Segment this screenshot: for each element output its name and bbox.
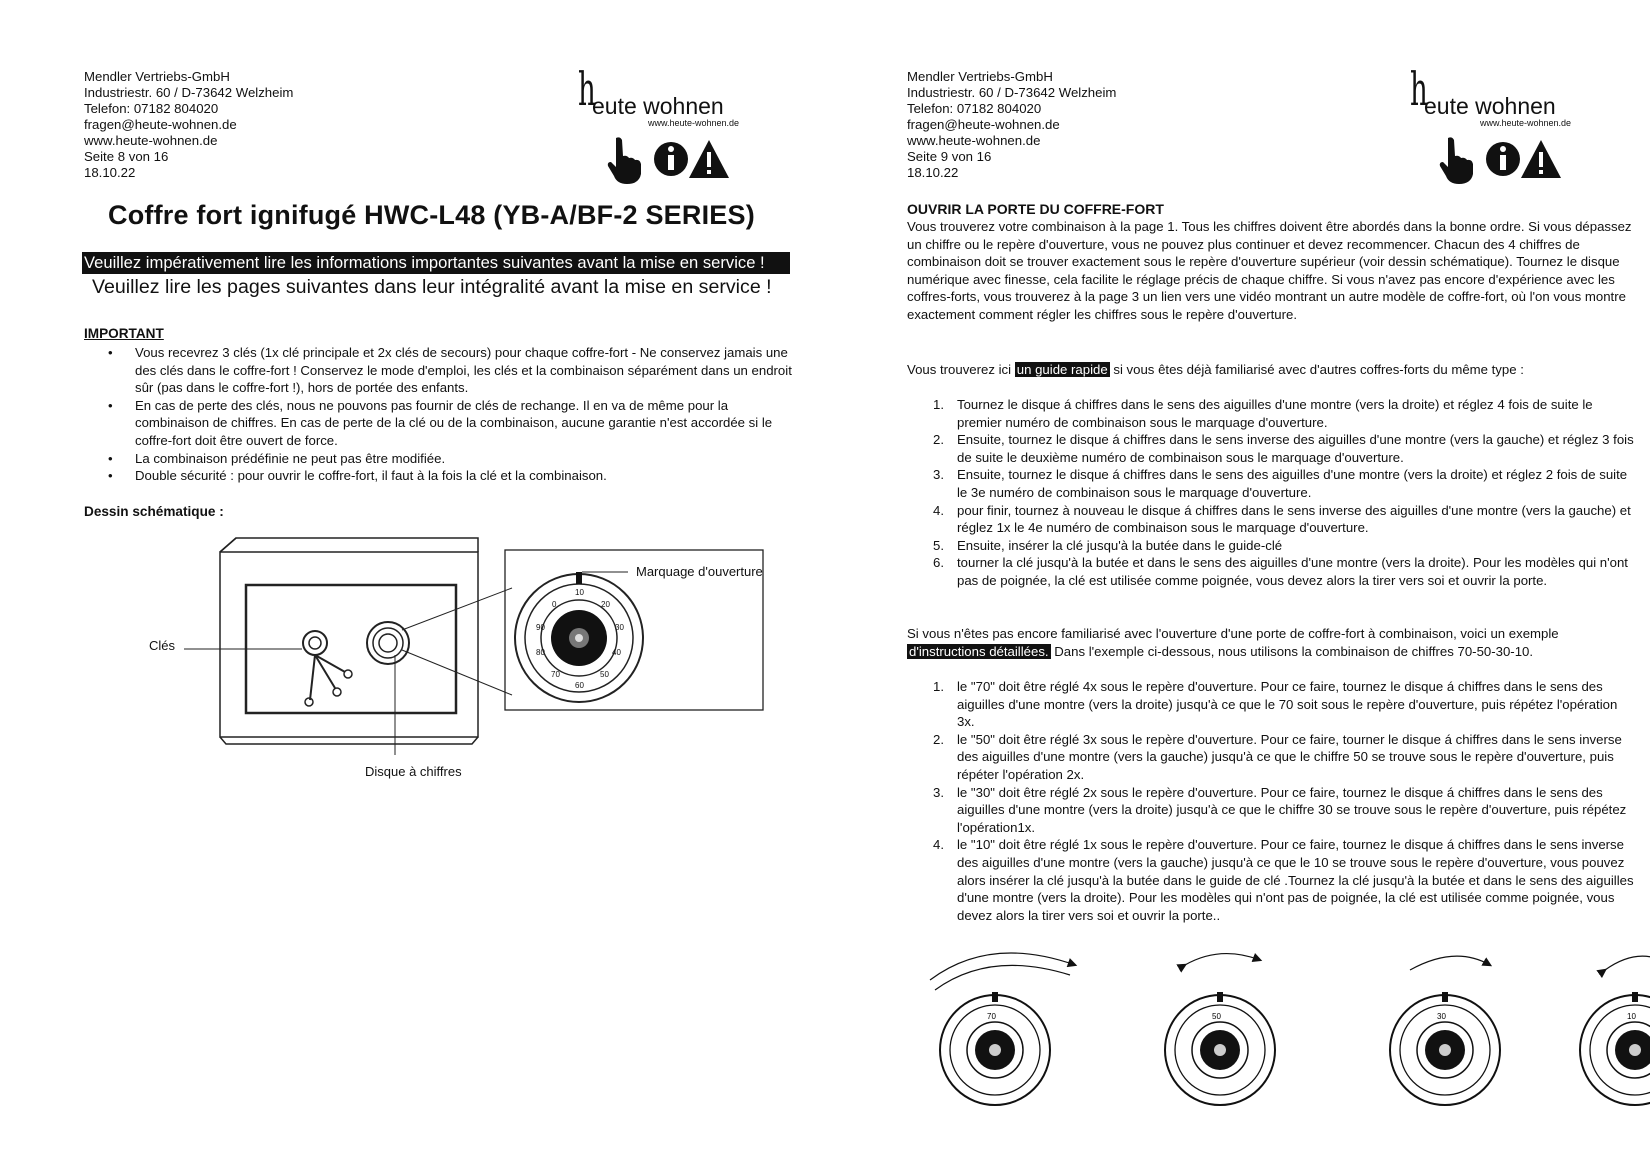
list-item: 2. le "50" doit être réglé 3x sous le repère d'ouverture. Pour ce faire, tourner le disque á chiffres dans le sens inverse des aiguilles d'une montre (vers la gauche) jusqu'à ce que le chiffre 50 se trouve sous le repère d'ouverture, puis répéter l'opération 2x. xyxy=(933,731,1622,782)
dial-number-label: 30 xyxy=(1437,1012,1446,1021)
safety-icons xyxy=(606,134,731,184)
safe-body xyxy=(220,538,478,744)
list-item: 4. pour finir, tournez à nouveau le disque á chiffres dans le sens inverse des aiguilles d'une montre (vers la gauche) et réglez 1x le 4e numéro de combinaison sous le marquage d'ouverture. xyxy=(933,502,1631,536)
dial-step-3 xyxy=(1390,956,1500,1105)
detailed-tail: Dans l'exemple ci-dessous, nous utilisons la combinaison de chiffres 70-50-30-10. xyxy=(1054,643,1534,659)
company-name: Mendler Vertriebs-GmbH xyxy=(907,69,1053,84)
hand-pointer-icon xyxy=(608,137,641,184)
svg-text:0: 0 xyxy=(552,600,557,609)
svg-text:30: 30 xyxy=(615,623,624,632)
logo-url: www.heute-wohnen.de xyxy=(648,118,740,128)
dial-step-4 xyxy=(1580,956,1650,1105)
key-lock-icon xyxy=(303,631,352,706)
dial-number-label: 50 xyxy=(1212,1012,1221,1021)
svg-text:60: 60 xyxy=(575,681,584,690)
important-list xyxy=(108,344,798,485)
logo-url: www.heute-wohnen.de xyxy=(1480,118,1572,128)
dial-step-2 xyxy=(1165,954,1275,1105)
detailed-link: d'instructions détaillées. xyxy=(909,643,1049,659)
brand-logo xyxy=(578,62,748,186)
diagram-heading: Dessin schématique : xyxy=(84,504,224,519)
document-title: Coffre fort ignifugé HWC-L48 (YB-A/BF-2 SERIES) xyxy=(108,200,755,230)
quick-guide-link: un guide rapide xyxy=(1016,362,1108,377)
brand-logo xyxy=(1410,62,1580,186)
dial-sequence xyxy=(825,940,1650,1140)
svg-text:20: 20 xyxy=(601,600,610,609)
page-number: Seite 8 von 16 xyxy=(84,149,169,164)
phone-number: Telefon: 07182 804020 xyxy=(84,101,219,116)
right-page xyxy=(825,0,1650,1156)
list-item: 1. le "70" doit être réglé 4x sous le repère d'ouverture. Pour ce faire, tournez le disque á chiffres dans le sens des aiguilles d'une montre (vers la droite) jusqu'à ce que le 70 soit sous le repère d'ouverture, puis répétez l'opération 3x. xyxy=(933,679,1618,730)
website: www.heute-wohnen.de xyxy=(84,133,218,148)
hand-pointer-icon xyxy=(1440,137,1473,184)
detailed-steps-list xyxy=(907,678,1637,924)
section-heading: OUVRIR LA PORTE DU COFFRE-FORT xyxy=(907,201,1164,217)
document-date: 18.10.22 xyxy=(84,165,136,180)
warning-icon xyxy=(1521,140,1561,178)
safe-schematic xyxy=(0,530,825,790)
info-icon xyxy=(1486,142,1520,176)
quick-guide-tail: si vous êtes déjà familiarisé avec d'autres coffres-forts du même type : xyxy=(1113,362,1524,377)
street-address: Industriestr. 60 / D-73642 Welzheim xyxy=(907,85,1117,100)
warning-icon xyxy=(689,140,729,178)
dial-on-door-icon xyxy=(367,622,409,664)
svg-text:40: 40 xyxy=(612,648,621,657)
dial-number-label: 10 xyxy=(1627,1012,1636,1021)
svg-text:90: 90 xyxy=(536,623,545,632)
list-item: 3. Ensuite, tournez le disque á chiffres dans le sens des aiguilles d'une montre (vers la droite) et réglez 2 fois de suite le 3e numéro de combinaison sous le marquage d'ouverture. xyxy=(933,467,1628,500)
email-address: fragen@heute-wohnen.de xyxy=(84,117,237,132)
important-heading: IMPORTANT xyxy=(84,326,164,341)
logo-name: eute wohnen xyxy=(1424,93,1556,119)
email-address: fragen@heute-wohnen.de xyxy=(907,117,1060,132)
svg-text:80: 80 xyxy=(536,648,545,657)
quick-guide-lead: Vous trouverez ici xyxy=(907,362,1012,377)
svg-text:10: 10 xyxy=(575,588,584,597)
logo-name: eute wohnen xyxy=(592,93,724,119)
intro-paragraph: Vous trouverez votre combinaison à la page 1. Tous les chiffres doivent être abordés dans la bonne ordre. Si vous dépassez un chiffre ou le repère d'ouverture, vous ne pouvez plus continuer et devez recommencer. Chacun des 4 chiffres de combinaison doit se trouver exactement sous le repère d'ouverture supérieur (voir dessin schématique). Tournez le disque numérique avec finesse, cela facilite le réglage précis de chaque chiffre. Si vous n'avez pas encore d'expérience avec les coffres-forts, vous trouverez à la page 3 un lien vers une vidéo montrant un autre modèle de coffre-fort, où l'on vous montre exactement comment régler les chiffres sous le repère d'ouverture. xyxy=(907,219,1632,322)
list-item: 1. Tournez le disque á chiffres dans le sens des aiguilles d'une montre (vers la droite) et réglez 4 fois de suite le premier numéro de combinaison sous le marquage d'ouverture. xyxy=(933,397,1593,430)
page-number: Seite 9 von 16 xyxy=(907,149,992,164)
list-item: • La combinaison prédéfinie ne peut pas être modifiée. xyxy=(108,450,798,468)
info-icon xyxy=(654,142,688,176)
company-name: Mendler Vertriebs-GmbH xyxy=(84,69,230,84)
website: www.heute-wohnen.de xyxy=(907,133,1041,148)
address-block xyxy=(907,69,1116,181)
warning-banner: Veuillez impérativement lire les informations importantes suivantes avant la mise en service ! xyxy=(82,252,790,274)
phone-number: Telefon: 07182 804020 xyxy=(907,101,1042,116)
address-block xyxy=(84,69,293,181)
svg-text:50: 50 xyxy=(600,670,609,679)
svg-text:70: 70 xyxy=(551,670,560,679)
list-item: • En cas de perte des clés, nous ne pouvons pas fournir de clés de rechange. Il en va de même pour la combinaison de chiffres. En cas de perte de la clé ou de la combinaison, aucune garantie n'est accordée si le coffre-fort doit être ouvert de force. xyxy=(108,397,798,450)
quick-guide-intro xyxy=(907,361,1637,379)
detailed-intro xyxy=(907,625,1637,660)
document-date: 18.10.22 xyxy=(907,165,959,180)
dial-step-1 xyxy=(930,953,1075,1105)
list-item: • Vous recevrez 3 clés (1x clé principale et 2x clés de secours) pour chaque coffre-fort - Ne conservez jamais une des clés dans le coffre-fort ! Conservez le mode d'emploi, les clés et la combinaison séparément dans un endroit sûr (pas dans le coffre-fort !), hors de portée des enfants. xyxy=(108,344,798,397)
safety-icons xyxy=(1438,134,1563,184)
list-item: 3. le "30" doit être réglé 2x sous le repère d'ouverture. Pour ce faire, tournez le disque á chiffres dans le sens des aiguilles d'une montre (vers la droite) jusqu'à ce que le chiffre 30 se trouve sous le repère d'ouverture, puis répétez l'opération1x. xyxy=(933,784,1627,835)
list-item: 4. le "10" doit être réglé 1x sous le repère d'ouverture. Pour ce faire, tournez le disque á chiffres dans le sens inverse des aiguilles d'une montre (vers la gauche) jusqu'à ce que le 10 se trouve sous le repère d'ouverture, vous pouvez alors insérer la clé jusqu'à la butée dans le guide de clé .Tournez la clé jusqu'à la butée et dans le sens des aiguilles d'une montre (vers la droite). Pour les modèles qui n'ont pas de poignée, la clé est utilisée comme poignée, vous devez alors la tirer vers soi et ouvrir la porte.. xyxy=(933,837,1634,923)
read-all-notice: Veuillez lire les pages suivantes dans leur intégralité avant la mise en service ! xyxy=(92,276,772,298)
dial-number-label: 70 xyxy=(987,1012,996,1021)
street-address: Industriestr. 60 / D-73642 Welzheim xyxy=(84,85,294,100)
quick-steps-list xyxy=(907,396,1637,590)
cles-label: Clés xyxy=(149,638,176,653)
marquage-label: Marquage d'ouverture xyxy=(636,564,763,579)
list-item: 6. tourner la clé jusqu'à la butée et dans le sens des aiguilles d'une montre (vers la droite). Pour les modèles qui n'ont pas de poignée, la clé est utilisée comme poignée, vous devez alors la tirer vers soi et ouvrir la porte. xyxy=(933,555,1628,588)
list-item: 2. Ensuite, tournez le disque á chiffres dans le sens inverse des aiguilles d'une montre (vers la gauche) et réglez 3 fois de suite le deuxième numéro de combinaison sous le marquage d'ouverture. xyxy=(933,432,1634,465)
logo-h: h xyxy=(578,62,596,116)
detailed-lead: Si vous n'êtes pas encore familiarisé avec l'ouverture d'une porte de coffre-fort à combinaison, voici un exemple xyxy=(907,626,1559,641)
list-item: • Double sécurité : pour ouvrir le coffre-fort, il faut à la fois la clé et la combinaison. xyxy=(108,467,798,485)
list-item: 5. Ensuite, insérer la clé jusqu'à la butée dans le guide-clé xyxy=(933,537,1283,553)
disque-label: Disque à chiffres xyxy=(365,764,462,779)
logo-h: h xyxy=(1410,62,1428,116)
